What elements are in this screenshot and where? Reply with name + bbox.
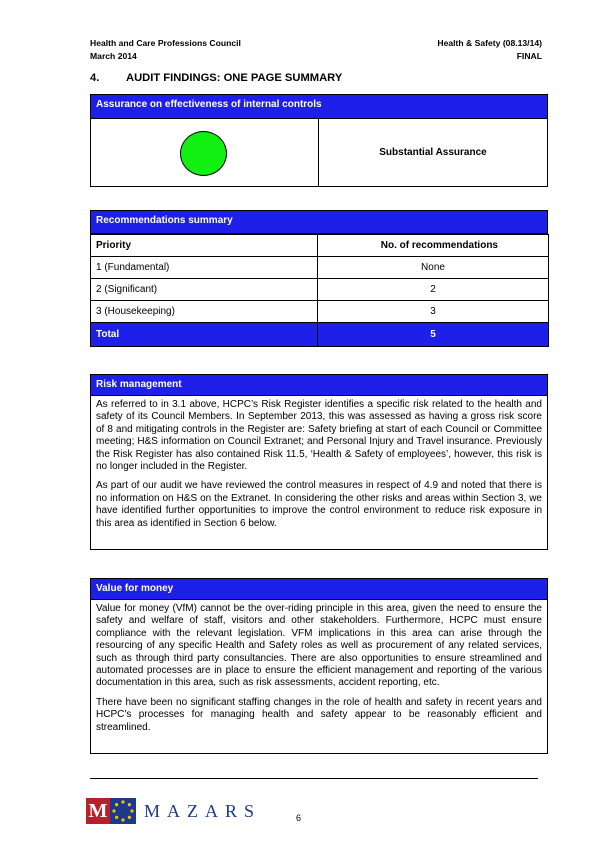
header-status: FINAL xyxy=(516,51,542,61)
risk-management-heading: Risk management xyxy=(91,375,547,396)
star-circle-icon xyxy=(110,798,136,824)
assurance-panel xyxy=(90,94,548,187)
count-cell: None xyxy=(318,257,549,279)
column-header-count: No. of recommendations xyxy=(318,235,549,257)
table-row xyxy=(91,279,549,301)
section-number: 4. xyxy=(90,72,100,84)
section-title xyxy=(90,72,342,84)
priority-cell: 3 (Housekeeping) xyxy=(91,301,318,323)
risk-management-body xyxy=(91,396,547,536)
assurance-status-indicator xyxy=(180,131,227,176)
priority-cell: 1 (Fundamental) xyxy=(91,257,318,279)
total-value: 5 xyxy=(318,323,549,347)
header-report: Health & Safety (08.13/14) xyxy=(437,38,542,48)
risk-paragraph: As referred to in 3.1 above, HCPC’s Risk Register identifies a specific risk related to the health and safety of its Council Members. In September 2013, this was assessed as having a gross risk score of 8 and mitigating controls in the Register are: Safety briefing at start of each Council or Committee meeting; H&S information on Council Extranet; and Personal Injury and Travel insurance. Previously the Risk Register has also contained Risk 11.5, ‘Health & Safety of employees’, however, this risk is no longer included in the Register. xyxy=(96,399,542,473)
risk-paragraph: As part of our audit we have reviewed the control measures in respect of 4.9 and noted that there is no information on H&S on the Extranet. In considering the other risks and areas within Section 3, we have identified further opportunities to improve the control environment to reduce risk exposure in this area as identified in Section 6 below. xyxy=(96,480,542,529)
assurance-heading: Assurance on effectiveness of internal controls xyxy=(90,94,548,119)
section-title-text: AUDIT FINDINGS: ONE PAGE SUMMARY xyxy=(126,72,343,84)
header-date: March 2014 xyxy=(90,51,137,61)
assurance-rating: Substantial Assurance xyxy=(379,147,487,158)
assurance-indicator-cell xyxy=(91,119,319,186)
header-org: Health and Care Professions Council xyxy=(90,38,241,48)
table-header-row xyxy=(91,235,549,257)
value-for-money-panel xyxy=(90,578,548,754)
priority-cell: 2 (Significant) xyxy=(91,279,318,301)
total-label: Total xyxy=(91,323,318,347)
logo-wordmark: MAZARS xyxy=(144,801,262,821)
risk-management-panel xyxy=(90,374,548,550)
column-header-priority: Priority xyxy=(91,235,318,257)
vfm-paragraph: Value for money (VfM) cannot be the over-riding principle in this area, given the need to ensure the safety and welfare of staff, visitors and other stakeholders. Furthermore, HCPC must ensure compliance with the relevant legislation. VFM implications in this area can arise through the resourcing of any specific Health and Safety roles as well as procurement of any related services, such as through third party consultancies. There are also opportunities to ensure streamlined and automated processes are in place to ensure the efficient management and reporting of the various documentation in this area, such as risk assessments, accident reporting, etc. xyxy=(96,603,542,689)
recommendations-heading: Recommendations summary xyxy=(90,210,548,234)
recommendations-table xyxy=(90,234,549,347)
count-cell: 3 xyxy=(318,301,549,323)
vfm-paragraph: There have been no significant staffing changes in the role of health and safety in recent years and HCPC’s processes for managing health and safety appear to be reasonably efficient and streamlined. xyxy=(96,696,542,733)
assurance-row xyxy=(90,119,548,187)
logo-letter: M xyxy=(86,798,110,824)
recommendations-panel xyxy=(90,210,548,347)
value-for-money-heading: Value for money xyxy=(91,579,547,600)
count-cell: 2 xyxy=(318,279,549,301)
table-total-row xyxy=(91,323,549,347)
page-number: 6 xyxy=(296,813,302,823)
footer-divider xyxy=(90,778,538,779)
mazars-logo xyxy=(86,798,262,824)
table-row xyxy=(91,301,549,323)
table-row xyxy=(91,257,549,279)
value-for-money-body xyxy=(91,600,547,740)
